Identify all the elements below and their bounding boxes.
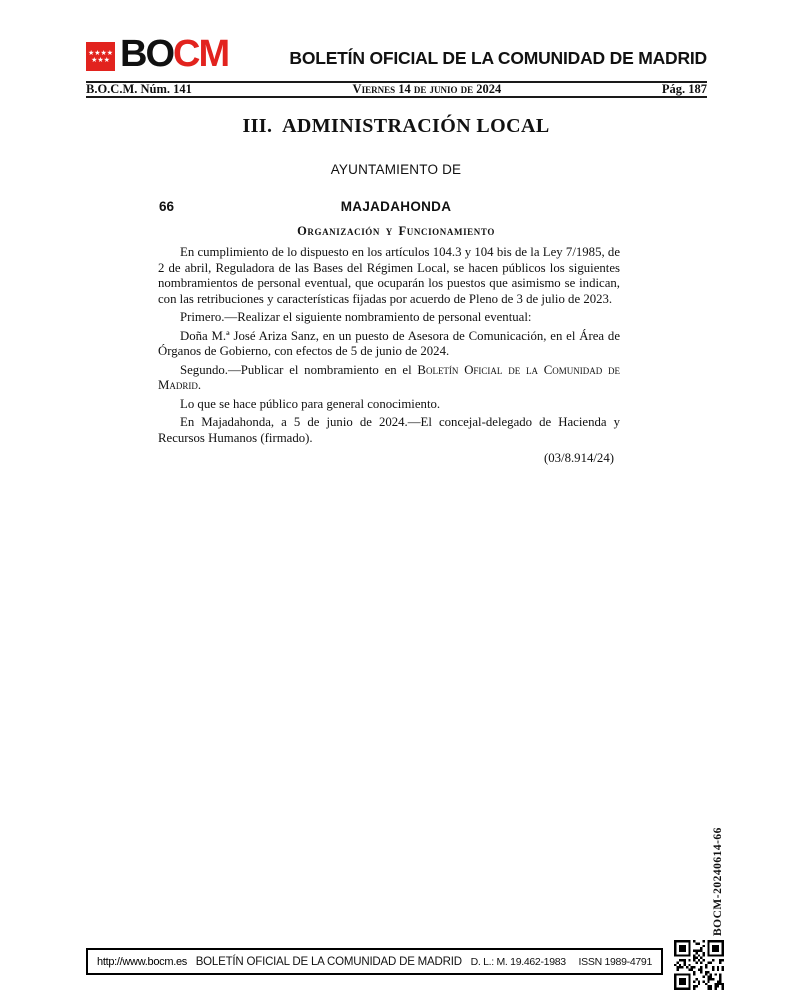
- paragraph: Segundo.—Publicar el nombramiento en el Boletín Oficial de la Comunidad de Madrid.: [158, 362, 620, 392]
- municipality-name: MAJADAHONDA: [340, 199, 452, 214]
- header-rule-bottom: [86, 96, 707, 98]
- madrid-flag-icon: [86, 42, 115, 71]
- article-subject: Organización y Funcionamiento: [297, 224, 495, 238]
- flag-stars-row-1: ★★★★: [87, 49, 114, 57]
- paragraph: (03/8.914/24): [543, 451, 614, 465]
- paragraph: Doña M.ª José Ariza Sanz, en un puesto de Asesora de Comunicación, en el Área de Órganos de Gobierno, con efectos de 5 de junio de 2024.: [158, 328, 620, 358]
- footer-issn: ISSN 1989-4791: [578, 955, 652, 968]
- section-title: III. ADMINISTRACIÓN LOCAL: [242, 115, 550, 137]
- footer-url-link[interactable]: http://www.bocm.es: [97, 955, 187, 968]
- bocm-logo: [86, 33, 229, 75]
- paragraph: Primero.—Realizar el siguiente nombramiento de personal eventual:: [180, 310, 532, 324]
- qr-code: [674, 940, 724, 990]
- masthead-title: BOLETÍN OFICIAL DE LA COMUNIDAD DE MADRID: [289, 48, 707, 68]
- paragraph: En Majadahonda, a 5 de junio de 2024.—El concejal-delegado de Hacienda y Recursos Humanos (firmado).: [158, 415, 620, 445]
- footer-title: BOLETÍN OFICIAL DE LA COMUNIDAD DE MADRID: [195, 955, 462, 968]
- paragraph: Lo que se hace público para general conocimiento.: [180, 396, 441, 411]
- bocm-logo-text: [120, 33, 229, 75]
- issue-page-number: Pág. 187: [661, 82, 707, 96]
- municipality-heading: AYUNTAMIENTO DE: [330, 162, 462, 177]
- item-number: 66: [159, 199, 175, 214]
- logo-text-red: CM: [173, 33, 229, 75]
- document-code-vertical: BOCM-20240614-66: [712, 827, 724, 936]
- flag-stars-row-2: ★★★: [91, 56, 110, 64]
- issue-date: Viernes 14 de junio de 2024: [352, 82, 502, 96]
- paragraph: En cumplimiento de lo dispuesto en los artículos 104.3 y 104 bis de la Ley 7/1985, de 2 de abril, Reguladora de las Bases del Régimen Local, se hacen públicos los siguientes nombramientos de personal eventual, que ocuparán los puestos que asimismo se indican, con las retribuciones y características fijadas por acuerdo de Pleno de 3 de julio de 2023.: [158, 245, 620, 306]
- article-body: [158, 245, 620, 470]
- logo-text-black: BO: [120, 33, 173, 75]
- footer-deposit-legal: D. L.: M. 19.462-1983: [470, 955, 566, 968]
- issue-row: [86, 83, 707, 96]
- footer-bar: [86, 948, 663, 975]
- issue-number: B.O.C.M. Núm. 141: [86, 82, 192, 96]
